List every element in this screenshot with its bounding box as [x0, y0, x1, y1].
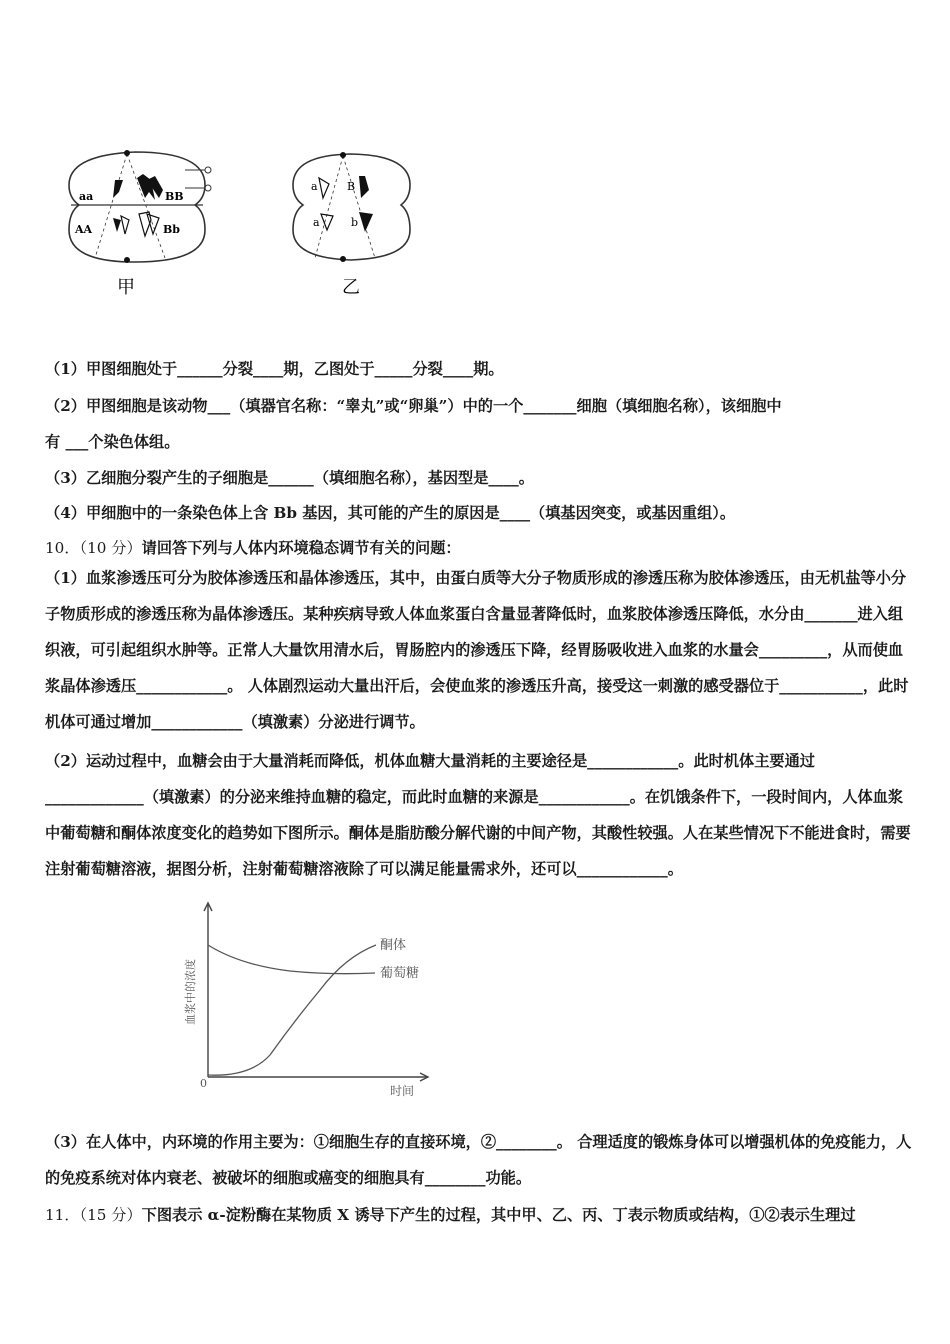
caption-jia: 甲	[117, 277, 135, 298]
q9-part2-line2: 有 ___个染色体组。	[45, 433, 180, 451]
ketone-glucose-graph	[180, 895, 440, 1105]
label-AA: AA	[75, 223, 93, 236]
q11-points: （15 分）	[79, 1206, 142, 1224]
caption-yi: 乙	[342, 277, 360, 298]
label-b: b	[351, 216, 359, 229]
q11-stem: 下图表示 α-淀粉酶在某物质 X 诱导下产生的过程，其中甲、乙、丙、丁表示物质或结构，①②表示生理过	[141, 1206, 856, 1224]
cell-division-figure	[55, 140, 435, 310]
q10-number: 10．	[45, 539, 80, 557]
q9-part1: （1）甲图细胞处于______分裂____期，乙图处于_____分裂____期。	[45, 360, 504, 378]
q9-part2-line1: （2）甲图细胞是该动物___（填器官名称：“睾丸”或“卵巢”）中的一个_______细胞（填细胞名称），该细胞中	[45, 397, 782, 415]
q9-part4: （4）甲细胞中的一条染色体上含 Bb 基因，其可能的产生的原因是____（填基因突变，或基因重组）。	[45, 504, 736, 522]
q11-number: 11．	[45, 1206, 80, 1224]
label-Bb: Bb	[163, 223, 180, 236]
label-BB: BB	[165, 190, 184, 203]
q10-part1: （1）血浆渗透压可分为胶体渗透压和晶体渗透压，其中，由蛋白质等大分子物质形成的渗透压称为胶体渗透压，由无机盐等小分子物质形成的渗透压称为晶体渗透压。某种疾病导致人体血浆蛋白含量显著降低时，血浆胶体渗透压降低，水分由_______进入组织液，可引起组织水肿等。正常人大量饮用清水后，胃肠腔内的渗透压下降，经胃肠吸收进入血浆的水量会_________，从而使血浆晶体渗透压____________。 人体剧烈运动大量出汗后，会使血浆的渗透压升高，接受这一刺激的感受器位于___________，此时机体可通过增加____________（填激素）分泌进行调节。	[45, 569, 909, 731]
ketone-curve	[208, 945, 376, 1075]
y-axis-label: 血浆中的浓度	[184, 959, 197, 1025]
q10-part2: （2）运动过程中，血糖会由于大量消耗而降低，机体血糖大量消耗的主要途径是____________。此时机体主要通过_____________（填激素）的分泌来维持血糖的稳定，而此时血糖的来源是____________。在饥饿条件下，一段时间内，人体血浆中葡萄糖和酮体浓度变化的趋势如下图所示。酮体是脂肪酸分解代谢的中间产物，其酸性较强。人在某些情况下不能进食时，需要注射葡萄糖溶液，据图分析，注射葡萄糖溶液除了可以满足能量需求外，还可以____________。	[45, 752, 911, 878]
q9-part3: （3）乙细胞分裂产生的子细胞是______（填细胞名称），基因型是____。	[45, 469, 534, 487]
label-aa: aa	[79, 190, 94, 203]
q10-points: （10 分）	[79, 539, 142, 557]
legend-ketone: 酮体	[380, 938, 407, 953]
cell-jia	[69, 152, 211, 262]
label-a-bottom: a	[313, 216, 320, 229]
q10-part3: （3）在人体中，内环境的作用主要为：①细胞生存的直接环境，②________。 合理适度的锻炼身体可以增强机体的免疫能力，人的免疫系统对体内衰老、被破坏的细胞或癌变的细胞具有________功能。	[45, 1133, 912, 1187]
q10-stem: 请回答下列与人体内环境稳态调节有关的问题：	[141, 539, 461, 557]
cell-yi	[293, 154, 410, 260]
label-a-top: a	[311, 180, 318, 193]
x-axis-label: 时间	[390, 1084, 415, 1098]
label-B: B	[347, 180, 356, 193]
legend-glucose: 葡萄糖	[380, 966, 420, 981]
q11-header	[45, 1204, 856, 1225]
axis-origin: 0	[200, 1077, 207, 1090]
q10-header	[45, 537, 461, 558]
